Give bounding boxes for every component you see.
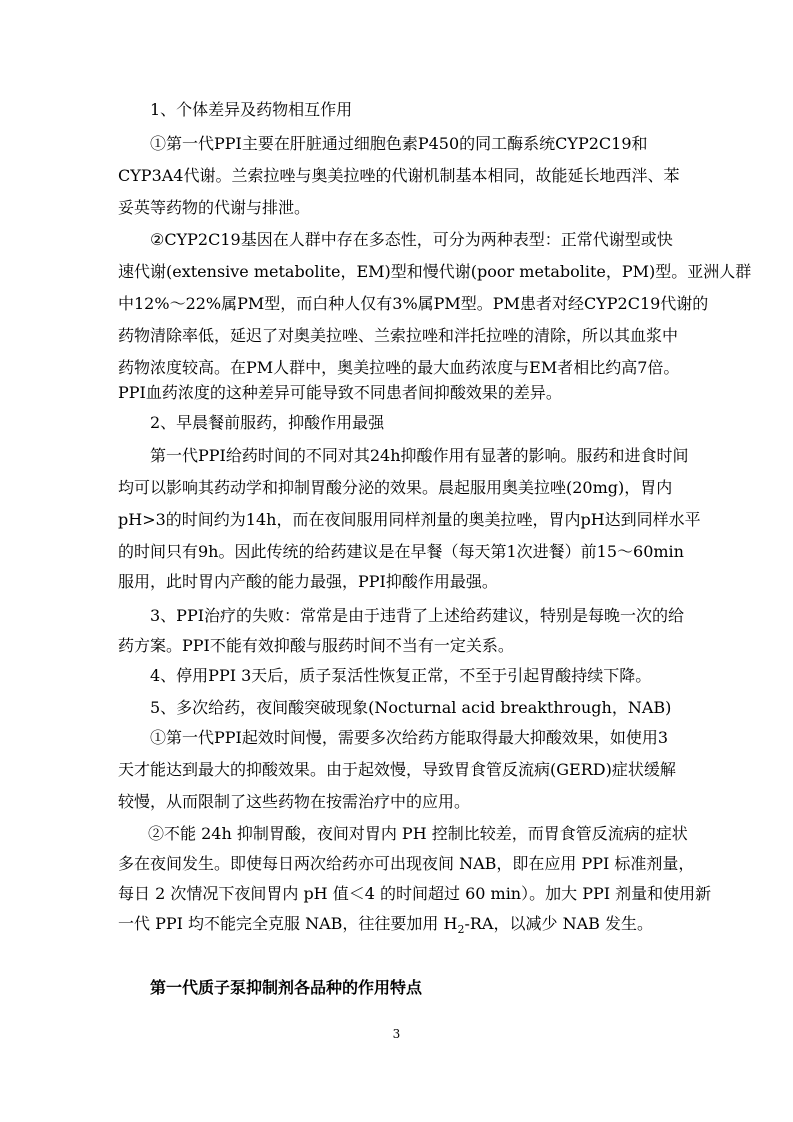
text-line: 多在夜间发生。即使每日两次给药亦可出现夜间 NAB，即在应用 PPI 标准剂量， (118, 854, 695, 873)
text-line: 妥英等药物的代谢与排泄。 (118, 198, 311, 217)
text-line: 速代谢(extensive metabolite，EM)型和慢代谢(poor metabolite，PM)型。亚洲人群 (118, 262, 752, 281)
text-line: ①第一代PPI起效时间慢，需要多次给药方能取得最大抑酸效果，如使用3 (150, 728, 669, 747)
text-line: ①第一代PPI主要在肝脏通过细胞色素P450的同工酶系统CYP2C19和 (150, 134, 648, 153)
text-line: 每日 2 次情况下夜间胃内 pH 值＜4 的时间超过 60 min）。加大 PPI 剂量和使用新 (118, 884, 712, 903)
text-line: 药方案。PPI不能有效抑酸与服药时间不当有一定关系。 (118, 636, 514, 655)
text-line: 药物浓度较高。在PM人群中，奥美拉唑的最大血药浓度与EM者相比约高7倍。 (118, 358, 680, 377)
text-line: ②不能 24h 抑制胃酸，夜间对胃内 PH 控制比较差，而胃食管反流病的症状 (148, 824, 688, 843)
text-line: 4、停用PPI 3天后，质子泵活性恢复正常，不至于引起胃酸持续下降。 (150, 666, 652, 685)
text-line: 的时间只有9h。因此传统的给药建议是在早餐（每天第1次进餐）前15～60min (118, 542, 684, 561)
text-line: 服用，此时胃内产酸的能力最强，PPI抑酸作用最强。 (118, 572, 498, 591)
subscript: 2 (457, 923, 465, 937)
text-line: PPI血药浓度的这种差异可能导致不同患者间抑酸效果的差异。 (118, 383, 562, 402)
text-line: 均可以影响其药动学和抑制胃酸分泌的效果。晨起服用奥美拉唑(20mg)，胃内 (118, 478, 673, 497)
text-line: 较慢，从而限制了这些药物在按需治疗中的应用。 (118, 792, 471, 811)
text-line: 5、多次给药，夜间酸突破现象(Nocturnal acid breakthrough，NAB) (150, 698, 672, 717)
text-line: ②CYP2C19基因在人群中存在多态性，可分为两种表型：正常代谢型或快 (150, 230, 673, 249)
text-line: CYP3A4代谢。兰索拉唑与奥美拉唑的代谢机制基本相同，故能延长地西泮、苯 (118, 166, 680, 185)
text-line: 天才能达到最大的抑酸效果。由于起效慢，导致胃食管反流病(GERD)症状缓解 (118, 760, 676, 779)
text-line: 第一代PPI给药时间的不同对其24h抑酸作用有显著的影响。服药和进食时间 (150, 446, 689, 465)
section-heading: 第一代质子泵抑制剂各品种的作用特点 (150, 978, 423, 997)
text-line: pH>3的时间约为14h，而在夜间服用同样剂量的奥美拉唑，胃内pH达到同样水平 (118, 510, 701, 529)
text-line: 一代 PPI 均不能完全克服 NAB，往往要加用 $H_2-RA$，以减少 NAB 发生。 (118, 914, 653, 937)
text-line: 中12%～22%属PM型，而白种人仅有3%属PM型。PM患者对经CYP2C19代谢的 (118, 294, 709, 313)
page-number: 3 (392, 1027, 401, 1041)
text-line: 1、个体差异及药物相互作用 (150, 100, 353, 119)
text-line: 2、早晨餐前服药，抑酸作用最强 (150, 413, 385, 432)
text-line: 3、PPI治疗的失败：常常是由于违背了上述给药建议，特别是每晚一次的给 (150, 606, 685, 625)
text-line: 药物清除率低，延迟了对奥美拉唑、兰索拉唑和泮托拉唑的清除，所以其血浆中 (118, 326, 679, 345)
